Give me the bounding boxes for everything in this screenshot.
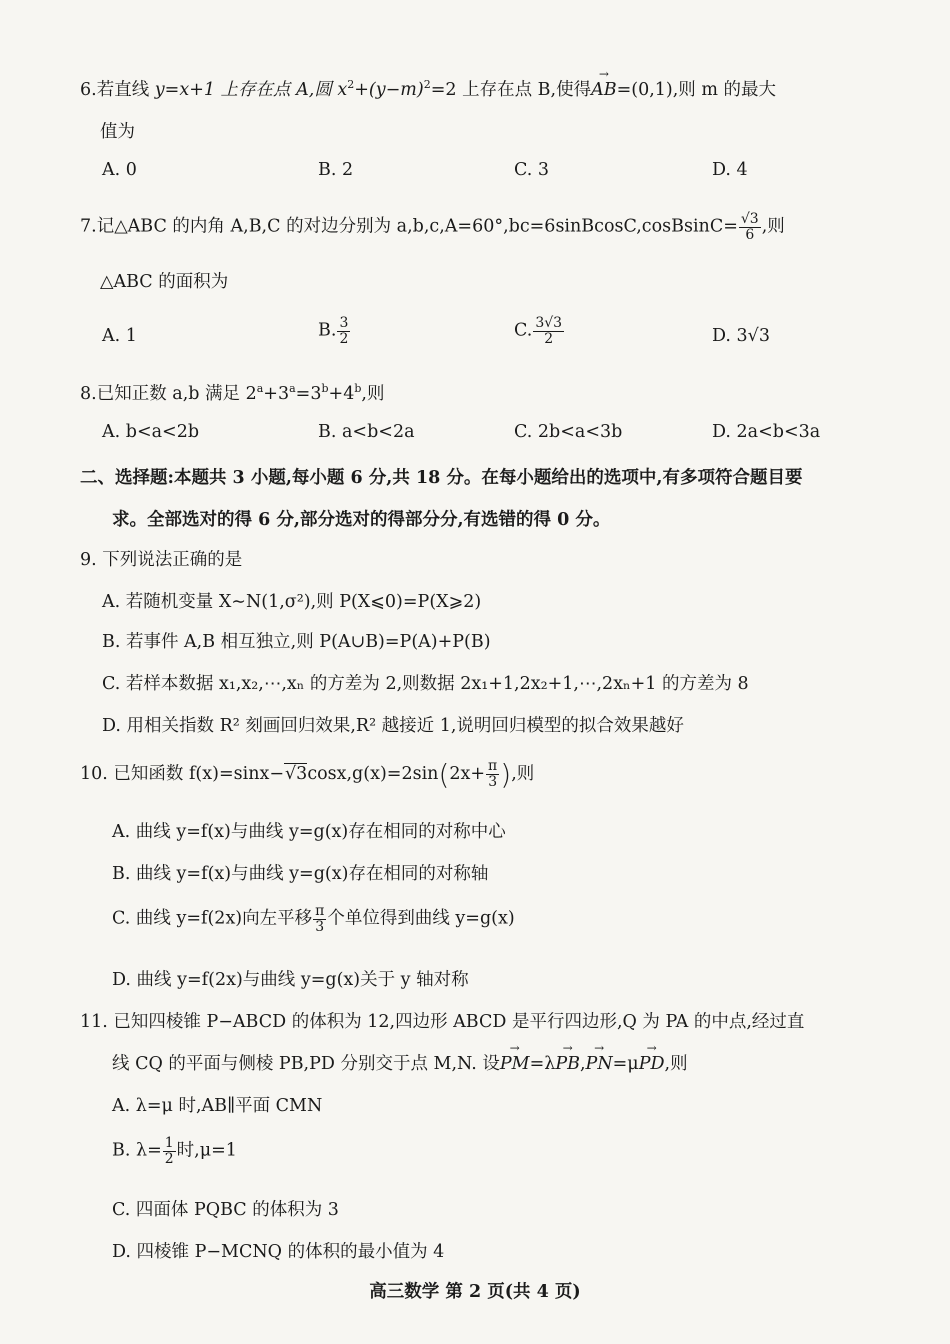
q9-option-d: D. 用相关指数 R² 刻画回归效果,R² 越接近 1,说明回归模型的拟合效果越好 (102, 716, 684, 736)
q8-option-a: A. b<a<2b (102, 422, 200, 442)
q9-option-a: A. 若随机变量 X∼N(1,σ²),则 P(X⩽0)=P(X⩾2) (102, 592, 482, 612)
q6-option-c: C. 3 (514, 160, 550, 180)
q6-stem-line2: 值为 (100, 122, 135, 142)
q10-option-b: B. 曲线 y=f(x)与曲线 y=g(x)存在相同的对称轴 (112, 864, 489, 884)
q7-fraction: $\frac{√3}{6}$ (740, 211, 759, 243)
q11-option-a: A. λ=μ 时,AB∥平面 CMN (112, 1096, 323, 1116)
q6-option-b: B. 2 (318, 160, 354, 180)
q11-stem-line2: 线 CQ 的平面与侧棱 PB,PD 分别交于点 M,N. 设→ PM=λ→ PB,→ PN=μ→ PD,则 (112, 1050, 688, 1075)
q8-option-c: C. 2b<a<3b (514, 422, 623, 442)
q7-option-b: B. $\frac{3}{2}$ (318, 315, 349, 347)
q10-option-c: C. 曲线 y=f(2x)向左平移 $\frac{\pi}{3}$ 个单位得到曲线 y=g(x) (112, 903, 515, 935)
section2-heading-line2: 求。全部选对的得 6 分,部分选对的得部分分,有选错的得 0 分。 (112, 510, 611, 530)
vector-ab: → AB (591, 80, 617, 100)
q7-stem: 7.记△ABC 的内角 A,B,C 的对边分别为 a,b,c,A=60°,bc=6sinBcosC,cosBsinC= $\frac{√3}{6}$ ,则 (80, 211, 785, 243)
q9-option-b: B. 若事件 A,B 相互独立,则 P(A∪B)=P(A)+P(B) (102, 632, 491, 652)
q6-option-d: D. 4 (712, 160, 748, 180)
q8-stem: 8.已知正数 a,b 满足 $2^a+3^a=3^b+4^b$,则 (80, 382, 385, 404)
q6-stem: 6.若直线 y=x+1 上存在点 A,圆 $x^2+(y-m)^2=2$ 上存在点 B,使得→ AB=(0,1),则 m 的最大 (80, 76, 776, 101)
page-footer: 高三数学 第 2 页(共 4 页) (369, 1282, 581, 1302)
q7-option-d: D. 3√3 (712, 326, 770, 346)
q11-stem: 11. 已知四棱锥 P−ABCD 的体积为 12,四边形 ABCD 是平行四边形,Q 为 PA 的中点,经过直 (80, 1012, 805, 1032)
q7-option-c: C. $\frac{3√3}{2}$ (514, 315, 563, 347)
q10-option-a: A. 曲线 y=f(x)与曲线 y=g(x)存在相同的对称中心 (112, 822, 506, 842)
section2-heading: 二、选择题:本题共 3 小题,每小题 6 分,共 18 分。在每小题给出的选项中,有多项符合题目要 (80, 468, 803, 488)
q11-option-d: D. 四棱锥 P−MCNQ 的体积的最小值为 4 (112, 1242, 445, 1262)
q6-option-a: A. 0 (102, 160, 137, 180)
q9-stem: 9. 下列说法正确的是 (80, 550, 243, 570)
q11-option-c: C. 四面体 PQBC 的体积为 3 (112, 1200, 339, 1220)
q7-stem-line2: △ABC 的面积为 (100, 272, 229, 292)
q8-option-b: B. a<b<2a (318, 422, 415, 442)
q10-stem: 10. 已知函数 f(x)=sinx−√3cosx,g(x)=2sin(2x+ $\frac{\pi}{3}$ ),则 (80, 758, 535, 791)
q11-option-b: B. λ= $\frac{1}{2}$ 时,μ=1 (112, 1135, 237, 1167)
q9-option-c: C. 若样本数据 x₁,x₂,⋯,xₙ 的方差为 2,则数据 2x₁+1,2x₂+1,⋯,2xₙ+1 的方差为 8 (102, 674, 749, 694)
q10-option-d: D. 曲线 y=f(2x)与曲线 y=g(x)关于 y 轴对称 (112, 970, 469, 990)
q7-option-a: A. 1 (102, 326, 137, 346)
q8-option-d: D. 2a<b<3a (712, 422, 821, 442)
